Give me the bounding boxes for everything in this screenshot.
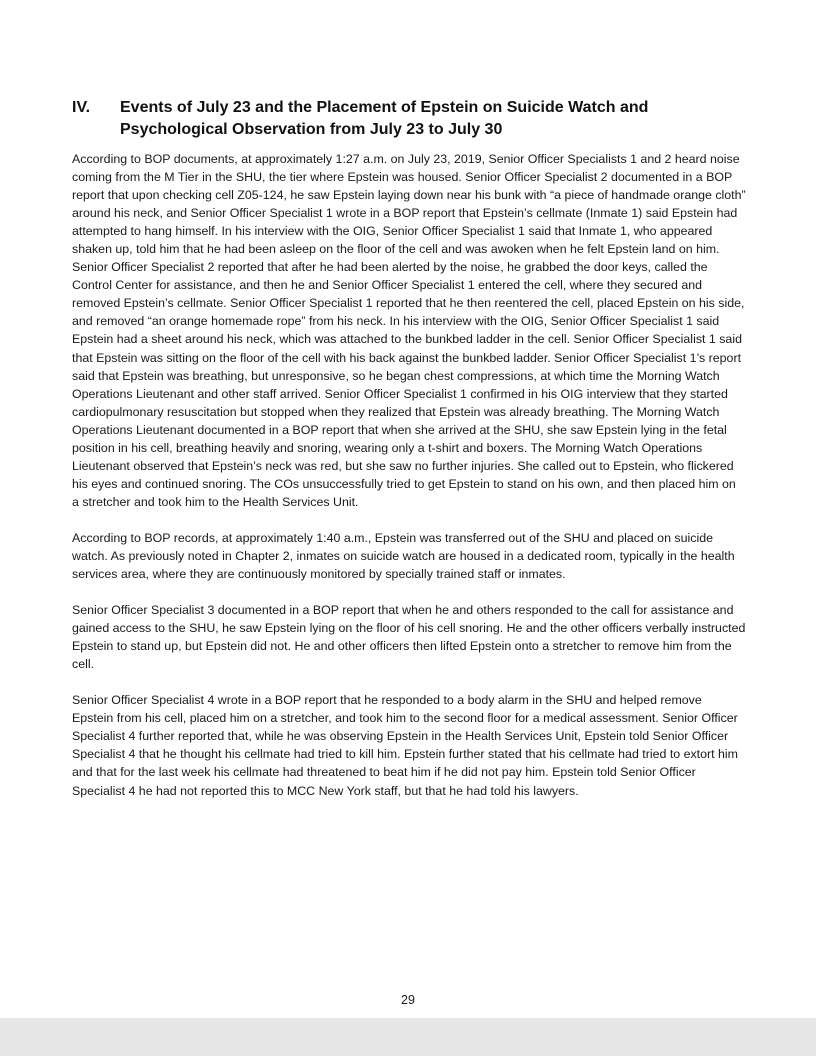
document-body bbox=[72, 150, 746, 818]
paragraph: According to BOP records, at approximately 1:40 a.m., Epstein was transferred out of the SHU and placed on suicide watch. As previously noted in Chapter 2, inmates on suicide watch are housed in a dedicated room, typically in the health services area, where they are continuously monitored by specially trained staff or inmates. bbox=[72, 530, 735, 582]
paragraph: Senior Officer Specialist 4 wrote in a BOP report that he responded to a body alarm in the SHU and helped remove Epstein from his cell, placed him on a stretcher, and took him to the second floor for a medical assessment. Senior Officer Specialist 4 further reported that, while he was observing Epstein in the Health Services Unit, Epstein told Senior Officer Specialist 4 that he thought his cellmate had tried to kill him. Epstein further stated that his cellmate had tried to extort him and that for the last week his cellmate had threatened to beat him if he did not pay him. Epstein told Senior Officer Specialist 4 he had not reported this to MCC New York staff, but that he had told his lawyers. bbox=[72, 693, 738, 798]
section-title: Events of July 23 and the Placement of Epstein on Suicide Watch and Psychological Observation from July 23 to July 30 bbox=[120, 99, 649, 138]
page-number: 29 bbox=[401, 993, 415, 1007]
paragraph: Senior Officer Specialist 3 documented in a BOP report that when he and others responded to the call for assistance and gained access to the SHU, he saw Epstein lying on the floor of his cell snoring. He and the other officers verbally instructed Epstein to stand up, but Epstein did not. He and other officers then lifted Epstein onto a stretcher to remove him from the cell. bbox=[72, 603, 746, 672]
section-number: IV. bbox=[72, 99, 91, 116]
section-heading bbox=[72, 97, 752, 141]
paragraph: According to BOP documents, at approximately 1:27 a.m. on July 23, 2019, Senior Officer Specialists 1 and 2 heard noise coming from the M Tier in the SHU, the tier where Epstein was housed. Senior Officer Specialist 2 documented in a BOP report that upon checking cell Z05-124, he saw Epstein laying down near his bunk with “a piece of handmade orange cloth” around his neck, and Senior Officer Specialist 1 wrote in a BOP report that Epstein’s cellmate (Inmate 1) said Epstein had attempted to hang himself. In his interview with the OIG, Senior Officer Specialist 1 said that Inmate 1, who appeared shaken up, told him that he had been asleep on the floor of the cell and was awoken when he felt Epstein land on him. Senior Officer Specialist 2 reported that after he had been alerted by the noise, he grabbed the door keys, called the Control Center for assistance, and then he and Senior Officer Specialist 1 entered the cell, where they secured and removed Epstein’s cellmate. Senior Officer Specialist 1 reported that he then reentered the cell, placed Epstein on his side, and removed “an orange homemade rope” from his neck. In his interview with the OIG, Senior Officer Specialist 1 said Epstein had a sheet around his neck, which was attached to the bunkbed ladder in the cell. Senior Officer Specialist 1 said that Epstein was sitting on the floor of the cell with his back against the bunkbed ladder. Senior Officer Specialist 1’s report said that Epstein was breathing, but unresponsive, so he began chest compressions, at which time the Morning Watch Operations Lieutenant and other staff arrived. Senior Officer Specialist 1 confirmed in his OIG interview that they started cardiopulmonary resuscitation but stopped when they realized that Epstein was already breathing. The Morning Watch Operations Lieutenant documented in a BOP report that when she arrived at the SHU, she saw Epstein lying in the fetal position in his cell, breathing heavily and snoring, wearing only a t-shirt and boxers. The Morning Watch Operations Lieutenant observed that Epstein’s neck was red, but she saw no further injuries. She called out to Epstein, who flickered his eyes and continued snoring. The COs unsuccessfully tried to get Epstein to stand on his own, and then placed him on a stretcher and took him to the Health Services Unit. bbox=[72, 152, 746, 509]
